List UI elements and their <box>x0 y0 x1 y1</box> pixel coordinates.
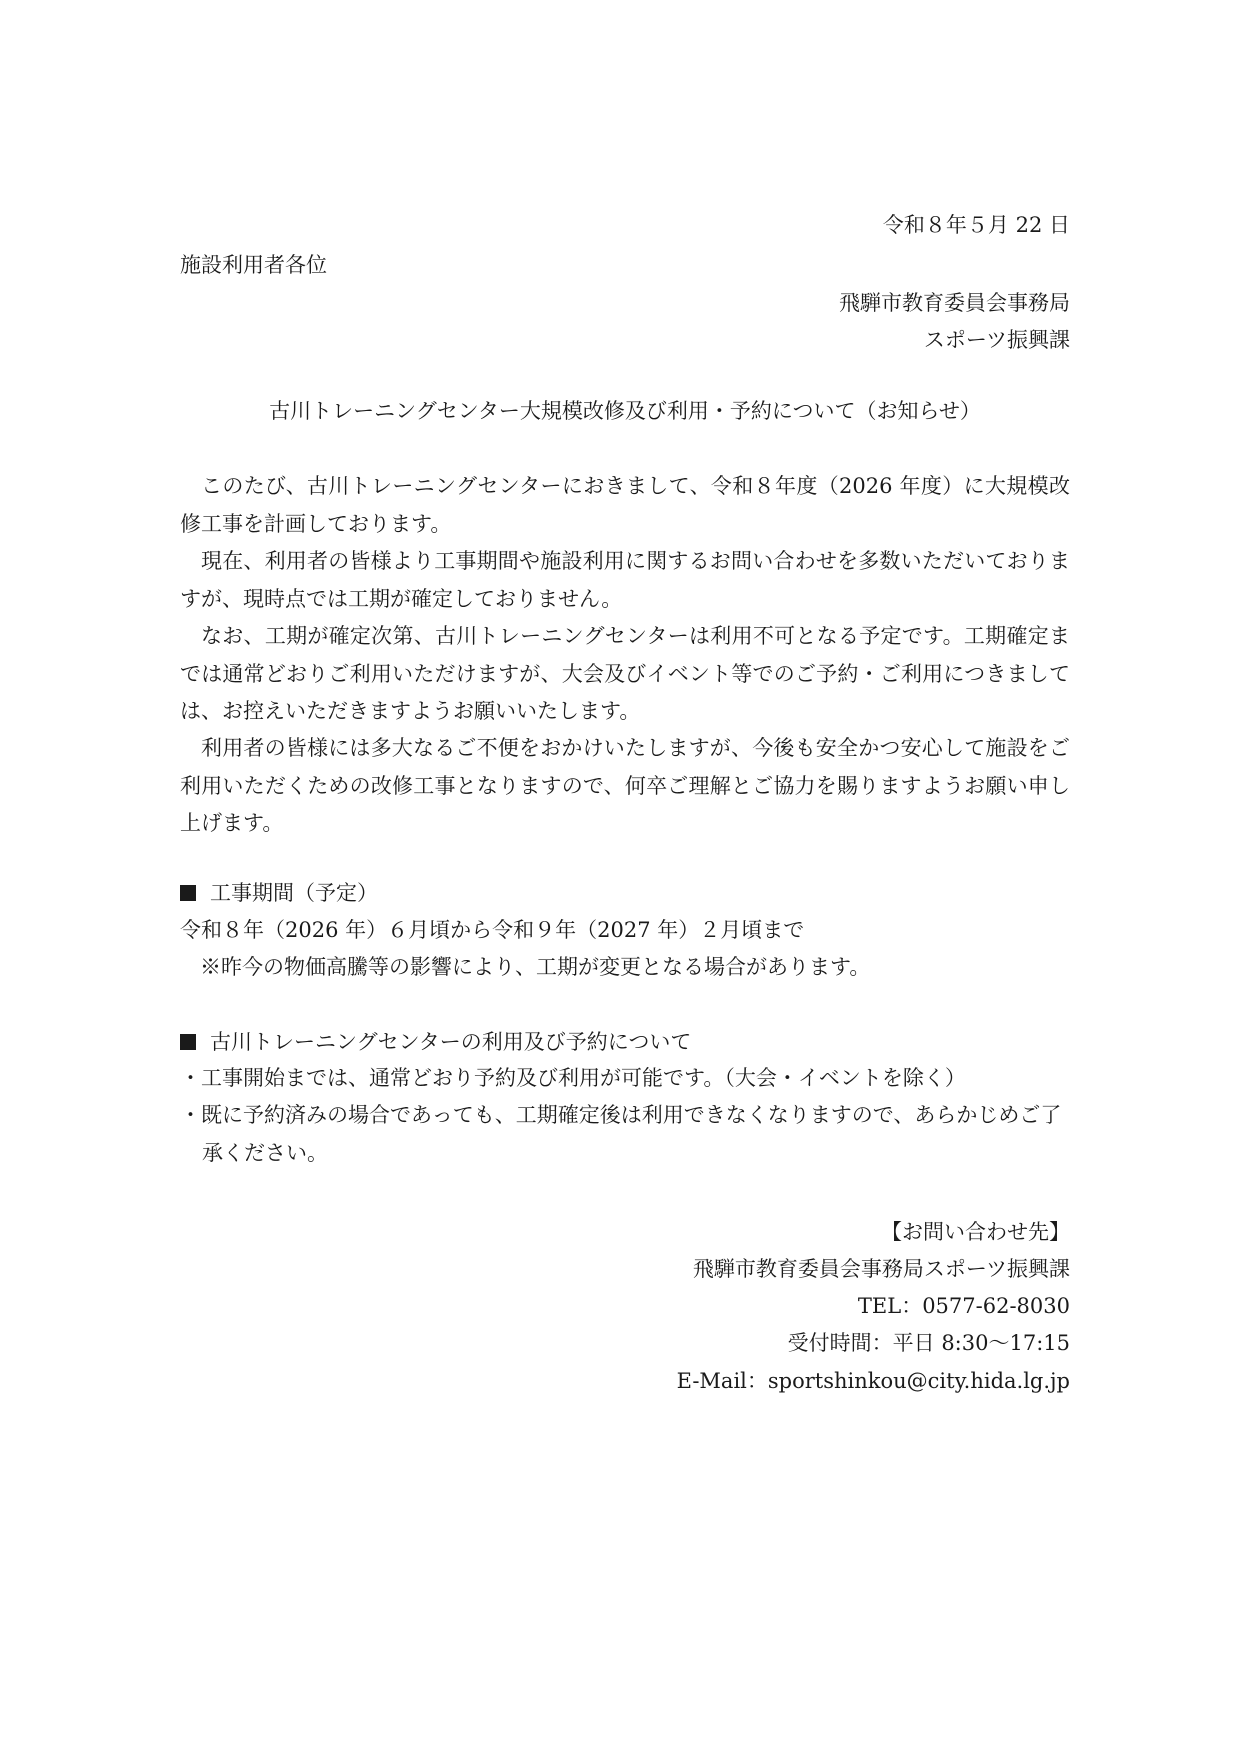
contact-email: E-Mail：sportshinkou@city.hida.lg.jp <box>676 1369 1070 1393</box>
square-bullet-icon <box>180 885 196 901</box>
body-paragraph-2: 現在、利用者の皆様より工事期間や施設利用に関するお問い合わせを多数いただいておりますが、現時点では工期が確定しておりません。 <box>180 549 1070 611</box>
list-item: ・既に予約済みの場合であっても、工期確定後は利用できなくなりますので、あらかじめご了承ください。 <box>180 1103 1062 1165</box>
sender-dept: スポーツ振興課 <box>923 328 1070 352</box>
body-paragraph-1: このたび、古川トレーニングセンターにおきまして、令和８年度（2026 年度）に大規模改修工事を計画しております。 <box>180 474 1070 536</box>
period-note: ※昨今の物価高騰等の影響により、工期が変更となる場合があります。 <box>200 955 871 979</box>
section-heading-period-text: 工事期間（予定） <box>210 881 378 905</box>
document-date: 令和８年５月 22 日 <box>882 213 1070 237</box>
document-page <box>180 0 1070 1754</box>
sender-org: 飛騨市教育委員会事務局 <box>839 291 1070 315</box>
section-heading-period <box>180 878 1070 908</box>
list-item: ・工事開始までは、通常どおり予約及び利用が可能です。（大会・イベントを除く） <box>180 1066 966 1090</box>
contact-org: 飛騨市教育委員会事務局スポーツ振興課 <box>692 1257 1070 1281</box>
body-paragraph-3: なお、工期が確定次第、古川トレーニングセンターは利用不可となる予定です。工期確定までは通常どおりご利用いただけますが、大会及びイベント等でのご予約・ご利用につきましては、お控えいただきますようお願いいたします。 <box>180 624 1070 723</box>
body-paragraph-4: 利用者の皆様には多大なるご不便をおかけいたしますが、今後も安全かつ安心して施設をご利用いただくための改修工事となりますので、何卒ご理解とご協力を賜りますようお願い申し上げます。 <box>180 736 1070 835</box>
document-title: 古川トレーニングセンター大規模改修及び利用・予約について（お知らせ） <box>269 399 981 423</box>
square-bullet-icon <box>180 1034 196 1050</box>
addressee: 施設利用者各位 <box>180 253 327 277</box>
contact-hours: 受付時間：平日 8:30～17:15 <box>787 1331 1070 1355</box>
contact-label: 【お問い合わせ先】 <box>881 1220 1070 1244</box>
section-heading-usage <box>180 1027 1070 1057</box>
contact-tel: TEL：0577-62-8030 <box>857 1294 1070 1318</box>
construction-period: 令和８年（2026 年）６月頃から令和９年（2027 年）２月頃まで <box>180 918 805 942</box>
section-heading-usage-text: 古川トレーニングセンターの利用及び予約について <box>210 1030 692 1054</box>
